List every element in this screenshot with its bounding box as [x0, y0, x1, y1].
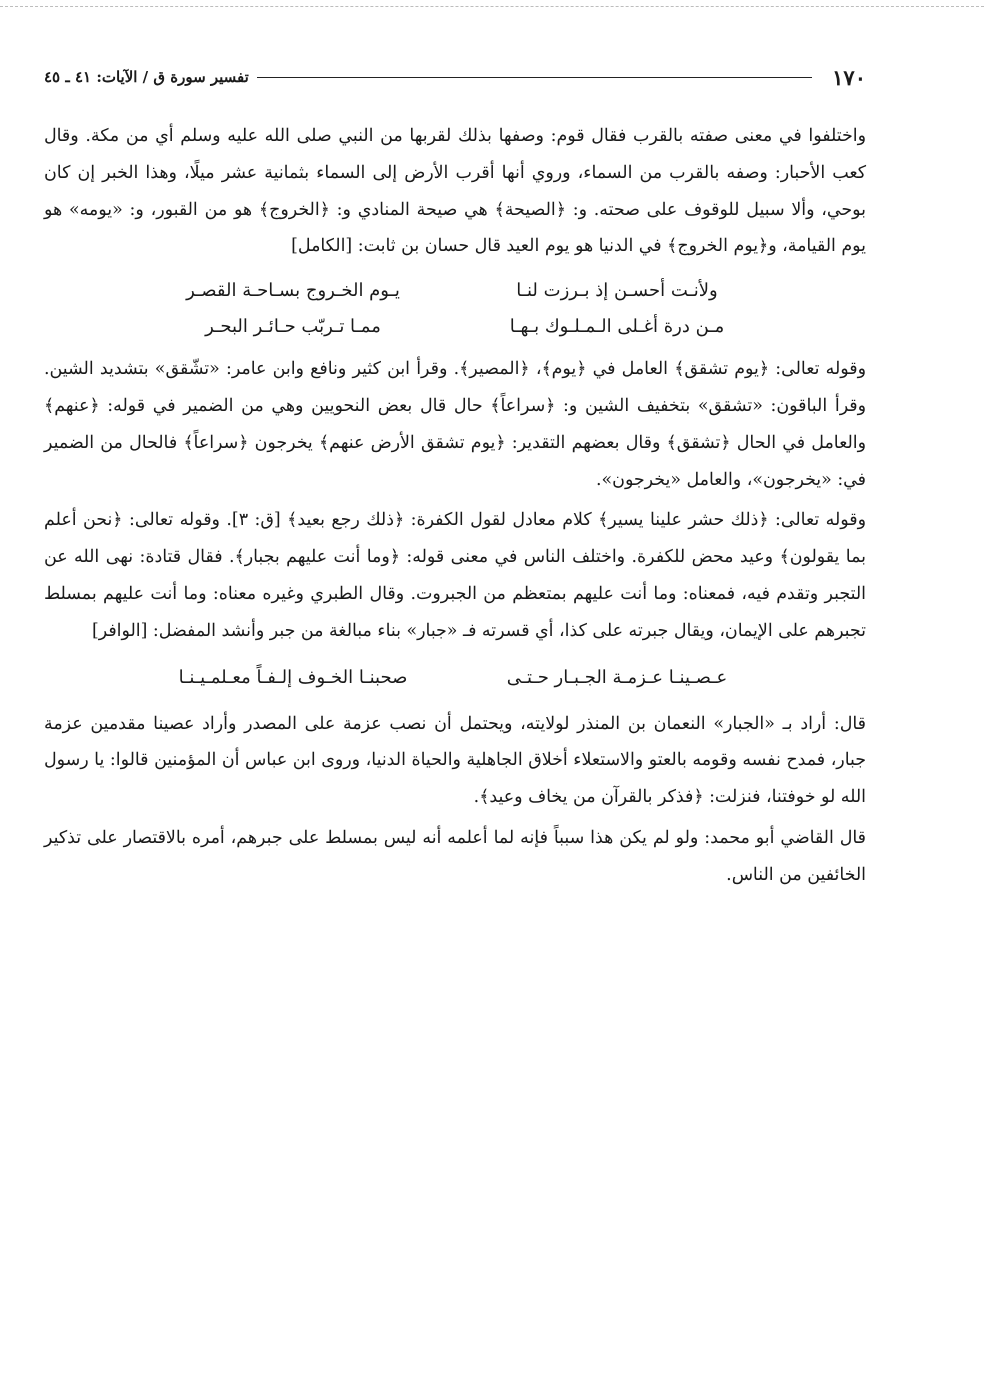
verse-hemistich: صحبنـا الخـوف إلـفـاً معـلمـيـنـا	[178, 666, 408, 688]
poem-block	[44, 273, 866, 345]
verse-line	[44, 273, 866, 309]
running-header	[44, 62, 866, 92]
paragraph: وقوله تعالى: ﴿ذلك حشر علينا يسير﴾ كلام معادل لقول الكفرة: ﴿ذلك رجع بعيد﴾ [ق: ٣]. وقوله تعالى: ﴿نحن أعلم بما يقولون﴾ وعيد محض للكفرة. واختلف الناس في معنى قوله: ﴿وما أنت عليهم بجبار﴾. فقال قتادة: نهى الله عن التجبر وتقدم فيه، فمعناه: وما أنت عليهم بمتعظم من الجبروت. وقال الطبري وغيره معناه: وما أنت عليهم بمسلط تجبرهم على الإيمان، ويقال جبرته على كذا، أي قسرته فـ «جبار» بناء مبالغة من جبر وأنشد المفضل: [الوافر]	[44, 510, 866, 641]
poem-block	[44, 660, 866, 696]
document-page	[44, 62, 866, 894]
verse-hemistich: عـصـينـا عـزمـة الجـبـار حـتـى	[506, 666, 728, 688]
verse-line	[44, 660, 866, 696]
page-number: ١٧٠	[832, 64, 866, 90]
paragraph: واختلفوا في معنى صفته بالقرب فقال قوم: وصفها بذلك لقربها من النبي صلى الله عليه وسلم أي من مكة. وقال كعب الأحبار: وصفه بالقرب من السماء، وروي أنها أقرب الأرض إلى السماء بثمانية عشر ميلًا، وهذا الخبر إن كان بوحي، وألا سبيل للوقوف على صحته. و: ﴿الصيحة﴾ هي صيحة المنادي و: ﴿الخروج﴾ هو من القبور، و: «يومه» هو يوم القيامة، و﴿يوم الخروج﴾ في الدنيا هو يوم العيد قال حسان بن ثابت: [الكامل]	[44, 126, 866, 257]
verse-hemistich: يـوم الخـروج بسـاحـة القصـر	[186, 280, 400, 302]
header-rule	[257, 77, 812, 78]
paragraph: قال القاضي أبو محمد: ولو لم يكن هذا سبباً فإنه لما أعلمه أنه ليس بمسلط على جبرهم، أمره بالاقتصار على تذكير الخائفين من الناس.	[44, 827, 866, 885]
header-title: تفسير سورة ق / الآيات: ٤١ ـ ٤٥	[44, 68, 249, 86]
paragraph: وقوله تعالى: ﴿يوم تشقق﴾ العامل في ﴿يوم﴾، ﴿المصير﴾. وقرأ ابن كثير ونافع وابن عامر: «تشّقق» بتشديد الشين. وقرأ الباقون: «تشقق» بتخفيف الشين و: ﴿سراعاً﴾ حال قال بعض النحويين وهي من الضمير في قوله: ﴿عنهم﴾ والعامل في الحال ﴿تشقق﴾ وقال بعضهم التقدير: ﴿يوم تشقق الأرض عنهم﴾ يخرجون ﴿سراعاً﴾ فالحال من الضمير في: «يخرجون»، والعامل «يخرجون».	[44, 359, 866, 490]
verse-hemistich: ممـا تـربّب حـائـر البحـر	[205, 316, 381, 338]
scan-top-edge	[0, 6, 984, 7]
verse-line	[44, 309, 866, 345]
verse-hemistich: مـن درة أغـلى الـمـلـوك بـهـا	[509, 316, 725, 338]
paragraph: قال: أراد بـ «الجبار» النعمان بن المنذر لولايته، ويحتمل أن نصب عزمة على المصدر وأراد عصينا مقدمين عزمة جبار، فمدح نفسه وقومه بالعتو والاستعلاء أخلاق الجاهلية والحياة الدنيا، وروى ابن عباس أن المؤمنين قالوا: يا رسول الله لو خوفتنا، فنزلت: ﴿فذكر بالقرآن من يخاف وعيد﴾.	[44, 713, 866, 808]
verse-hemistich: ولأنـت أحسـن إذ بـرزت لنـا	[516, 280, 718, 302]
